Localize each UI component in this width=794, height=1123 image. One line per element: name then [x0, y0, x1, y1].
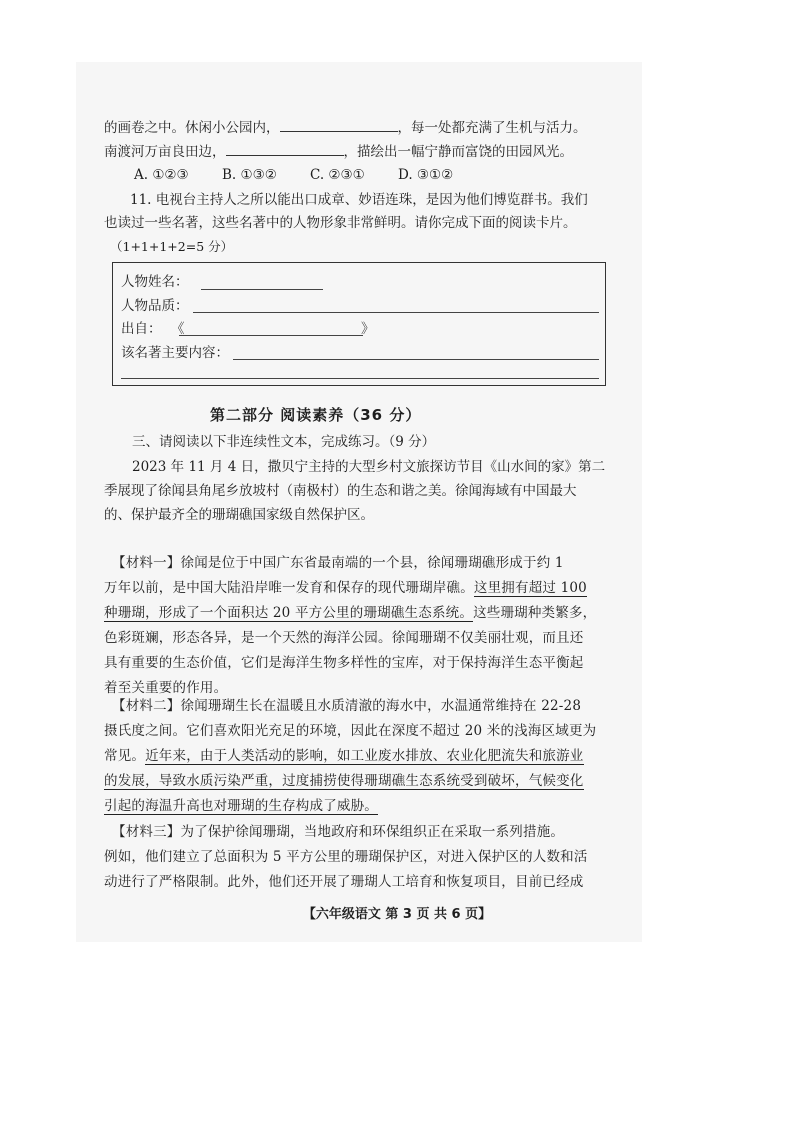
card-source-close: 》 [361, 321, 375, 337]
text-span: 常见。 [104, 748, 146, 764]
text-span: ，每一处都充满了生机与活力。 [397, 120, 587, 136]
card-source-blank[interactable] [179, 335, 363, 336]
material-1-line-6: 着至关重要的作用。 [104, 680, 228, 696]
card-name-blank[interactable] [201, 289, 323, 290]
card-name-label: 人物姓名： [121, 274, 189, 290]
underlined-text: 这里拥有超过 100 [473, 580, 587, 596]
option-c[interactable]: C. ②③① [310, 167, 365, 183]
intro-line-2: 季展现了徐闻县角尾乡放坡村（南极村）的生态和谐之美。徐闻海域有中国最大 [104, 483, 577, 499]
card-quality-blank[interactable] [193, 312, 599, 313]
card-content-label: 该名著主要内容： [121, 345, 229, 361]
question-11-line-1: 11. 电视台主持人之所以能出口成章、妙语连珠，是因为他们博览群书。我们 [130, 192, 588, 208]
text-line [104, 141, 624, 163]
card-source-label: 出自： [121, 321, 162, 337]
option-d[interactable]: D. ③①② [398, 167, 454, 183]
material-1-line-3 [104, 601, 624, 625]
section-heading: 第二部分 阅读素养（36 分） [210, 406, 422, 424]
answer-blank[interactable] [280, 117, 398, 132]
options-row [134, 164, 654, 186]
reading-card [112, 262, 606, 386]
card-content-blank[interactable] [233, 359, 599, 360]
card-quality-label: 人物品质： [121, 298, 189, 314]
option-a[interactable]: A. ①②③ [134, 167, 189, 183]
answer-blank[interactable] [226, 141, 344, 156]
material-3-line-3: 动进行了严格限制。此外，他们还开展了珊瑚人工培育和恢复项目，目前已经成 [104, 874, 584, 890]
material-2-line-1: 【材料二】徐闻珊瑚生长在温暖且水质清澈的海水中，水温通常维持在 22-28 [112, 698, 582, 714]
card-source-open: 《 [171, 321, 185, 337]
text-line [104, 117, 624, 139]
material-2-line-3 [104, 744, 624, 768]
question-11-line-2: 也读过一些名著，这些名著中的人物形象非常鲜明。请你完成下面的阅读卡片。 [104, 215, 577, 231]
section-instruction: 三、请阅读以下非连续性文本，完成练习。（9 分） [132, 434, 436, 450]
material-2-line-4 [104, 769, 624, 793]
material-3-line-1: 【材料三】为了保护徐闻珊瑚，当地政府和环保组织正在采取一系列措施。 [112, 824, 565, 840]
text-span: 万年以前，是中国大陆沿岸唯一发育和保存的现代珊瑚岸礁。 [104, 580, 474, 596]
text-span: 的画卷之中。休闲小公园内， [104, 120, 280, 136]
underlined-text: 种珊瑚，形成了一个面积达 20 平方公里的珊瑚礁生态系统。 [104, 605, 474, 621]
intro-line-1: 2023 年 11 月 4 日，撒贝宁主持的大型乡村文旅探访节目《山水间的家》第二 [132, 459, 606, 475]
option-b[interactable]: B. ①③② [222, 167, 277, 183]
material-1-line-4: 色彩斑斓，形态各异，是一个天然的海洋公园。徐闻珊瑚不仅美丽壮观，而且还 [104, 630, 584, 646]
text-span: 这些珊瑚种类繁多， [473, 605, 597, 621]
underlined-text: 近年来，由于人类活动的影响，如工业废水排放、农业化肥流失和旅游业 [145, 748, 584, 764]
underlined-text: 的发展，导致水质污染严重，过度捕捞使得珊瑚礁生态系统受到破坏，气候变化 [104, 773, 584, 789]
page-footer: 【六年级语文 第 3 页 共 6 页】 [302, 907, 492, 922]
material-2-line-5 [104, 794, 624, 818]
intro-line-3: 的、保护最齐全的珊瑚礁国家级自然保护区。 [104, 507, 374, 523]
text-span: 南渡河万亩良田边， [104, 144, 226, 160]
card-content-blank-2[interactable] [121, 378, 599, 379]
text-span: ，描绘出一幅宁静而富饶的田园风光。 [343, 144, 573, 160]
material-3-line-2: 例如，他们建立了总面积为 5 平方公里的珊瑚保护区，对进入保护区的人数和活 [104, 849, 588, 865]
material-1-line-5: 具有重要的生态价值，它们是海洋生物多样性的宝库，对于保持海洋生态平衡起 [104, 655, 584, 671]
material-2-line-2: 摄氏度之间。它们喜欢阳光充足的环境，因此在深度不超过 20 米的浅海区域更为 [104, 723, 597, 739]
question-11-score: （1+1+1+2=5 分） [110, 239, 234, 254]
underlined-text: 引起的海温升高也对珊瑚的生存构成了威胁。 [104, 798, 378, 814]
material-1-line-1: 【材料一】徐闻是位于中国广东省最南端的一个县，徐闻珊瑚礁形成于约 1 [112, 555, 564, 571]
material-1-line-2 [104, 576, 624, 600]
